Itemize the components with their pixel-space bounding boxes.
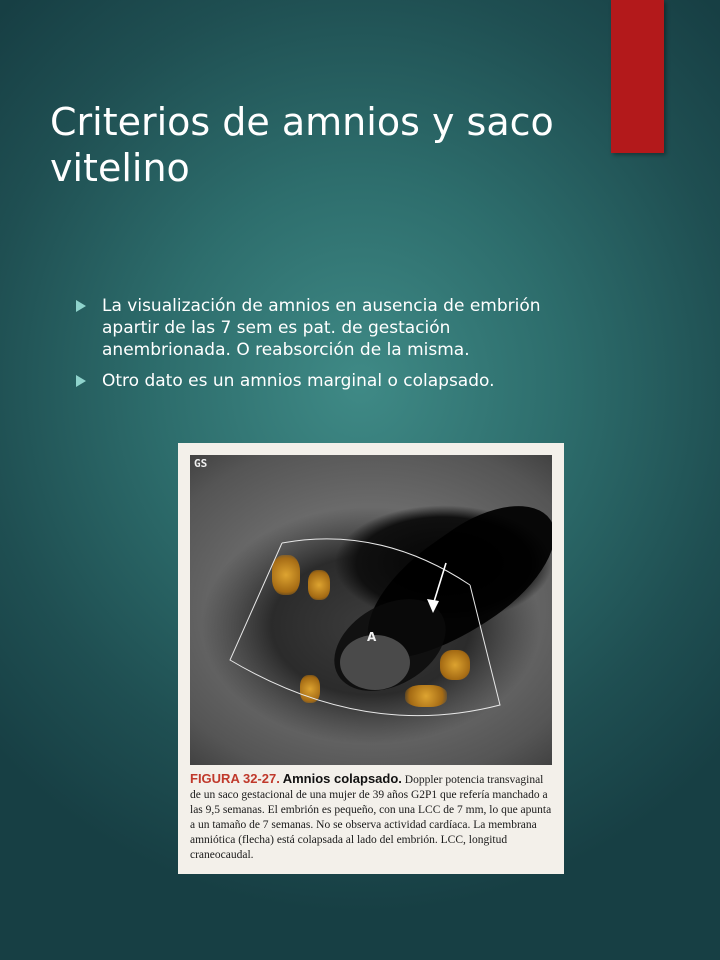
bullet-item: [76, 370, 576, 392]
triangle-bullet-icon: [76, 300, 86, 312]
bullet-text: La visualización de amnios en ausencia de embrión apartir de las 7 sem es pat. de gestación anembrionada. O reabsorción de la misma.: [102, 296, 541, 360]
ultrasound-image: [190, 455, 552, 765]
figure-caption: [190, 771, 552, 863]
bullet-list: [76, 295, 576, 401]
slide-title: Criterios de amnios y saco vitelino: [50, 100, 554, 191]
arrow-icon: [433, 563, 446, 605]
marker-letter: A: [367, 630, 377, 644]
doppler-sector-outline: [190, 455, 552, 765]
caption-body: Doppler potencia transvaginal de un saco gestacional de una mujer de 39 años G2P1 que refería manchado a las 9,5 semanas. El embrión es pequeño, con una LCC de 7 mm, lo que apunta a un tamaño de 7 semanas. No se observa actividad cardíaca. La membrana amniótica (flecha) está colapsada al lado del embrión. LCC, longitud craneocaudal.: [190, 774, 552, 861]
caption-title: Amnios colapsado.: [282, 771, 402, 786]
bullet-item: [76, 295, 576, 361]
triangle-bullet-icon: [76, 375, 86, 387]
accent-bar: [611, 0, 664, 153]
ultrasound-figure: [178, 443, 564, 874]
arrow-head-icon: [427, 599, 439, 613]
image-label: GS: [194, 457, 208, 470]
caption-lead: FIGURA 32-27.: [190, 771, 280, 786]
bullet-text: Otro dato es un amnios marginal o colapsado.: [102, 371, 495, 391]
